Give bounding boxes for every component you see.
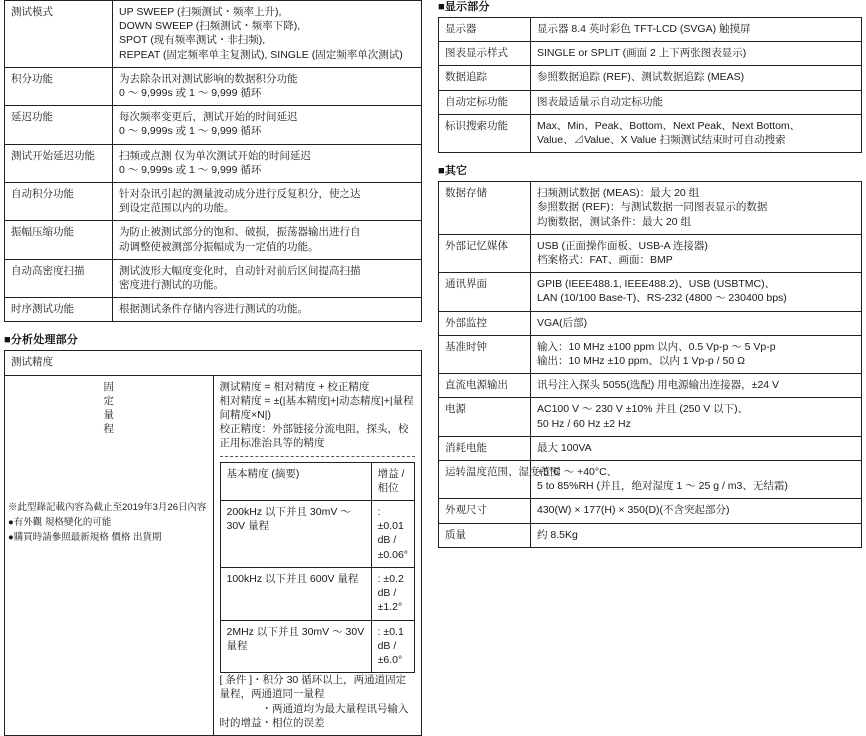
row-key: 外观尺寸 bbox=[439, 499, 531, 523]
row-key: 外部监控 bbox=[439, 311, 531, 335]
row-line: USB (正面操作面板、USB-A 连接器) bbox=[537, 239, 708, 252]
accuracy-condition: 2MHz 以下并且 30mV ～ 30V 量程 bbox=[220, 620, 371, 673]
row-key: 显示器 bbox=[439, 18, 531, 42]
table-row bbox=[439, 273, 862, 311]
analysis-line: 测试精度 = 相对精度 + 校正精度 bbox=[219, 380, 370, 393]
row-line: 约 8.5Kg bbox=[537, 528, 578, 541]
row-line: 0 ～ 9,999s 或 1 ～ 9,999 循环 bbox=[119, 87, 262, 100]
analysis-header: 测试精度 bbox=[5, 351, 422, 375]
row-value bbox=[113, 298, 422, 322]
row-value bbox=[113, 144, 422, 182]
row-value bbox=[531, 234, 862, 272]
row-line: +5°C ～ +40°C、 bbox=[537, 466, 618, 479]
accuracy-value: : ±0.01 dB / ±0.06° bbox=[371, 501, 414, 568]
row-line: 430(W) × 177(H) × 350(D)(不含突起部分) bbox=[537, 504, 730, 517]
row-line: 50 Hz / 60 Hz ±2 Hz bbox=[537, 417, 631, 430]
table-row bbox=[5, 183, 422, 221]
condition-line: ・两通道均为最大量程讯号输入时的增益・相位的误差 bbox=[219, 702, 409, 729]
row-line: 到设定范围以内的功能。 bbox=[119, 202, 235, 215]
table-row bbox=[439, 461, 862, 499]
row-value bbox=[531, 18, 862, 42]
accuracy-value: : ±0.1 dB / ±6.0° bbox=[371, 620, 414, 673]
row-value bbox=[531, 114, 862, 152]
accuracy-condition: 100kHz 以下并且 600V 量程 bbox=[220, 567, 371, 620]
accuracy-value: : ±0.2 dB / ±1.2° bbox=[371, 567, 414, 620]
row-value bbox=[113, 259, 422, 297]
row-key: 测试模式 bbox=[5, 1, 113, 68]
table-row bbox=[439, 182, 862, 235]
row-value bbox=[113, 1, 422, 68]
row-key: 积分功能 bbox=[5, 67, 113, 105]
display-section-title: ■显示部分 bbox=[438, 1, 490, 13]
row-line: 为防止被测试部分的饱和、破损，振荡器输出进行自 bbox=[119, 226, 361, 239]
table-row bbox=[5, 298, 422, 322]
row-line: 输入：10 MHz ±100 ppm 以内、0.5 Vp-p ～ 5 Vp-p bbox=[537, 340, 776, 353]
footnote-line: ●有外觀 規格變化的可能 bbox=[8, 517, 112, 528]
row-value bbox=[531, 461, 862, 499]
row-key: 运转温度范围、湿度范围 bbox=[439, 461, 531, 499]
row-line: 输出：10 MHz ±10 ppm、以内 1 Vp-p / 50 Ω bbox=[537, 355, 745, 368]
table-row bbox=[439, 499, 862, 523]
row-key: 振幅压缩功能 bbox=[5, 221, 113, 259]
table-row bbox=[439, 18, 862, 42]
row-key: 质量 bbox=[439, 523, 531, 547]
spacer bbox=[4, 322, 422, 333]
row-key: 时序测试功能 bbox=[5, 298, 113, 322]
row-line: 为去除杂讯对测试影响的数据积分功能 bbox=[119, 72, 298, 85]
measure-function-table bbox=[4, 0, 422, 322]
footnote-line: ※此型錄記載內容為截止至2019年3月26日內容 bbox=[8, 502, 207, 513]
row-line: SINGLE or SPLIT (画面 2 上下两张图表显示) bbox=[537, 47, 747, 60]
row-line: 根据测试条件存储内容进行测试的功能。 bbox=[119, 303, 308, 316]
row-line: 均衡数据，测试条件：最大 20 组 bbox=[537, 215, 692, 228]
left-column bbox=[4, 0, 422, 736]
analysis-line: 校正精度：外部链接分流电阻，探头，校正用标准治具等的精度 bbox=[219, 423, 409, 450]
row-line: 档案格式：FAT、画面：BMP bbox=[537, 254, 673, 267]
table-row bbox=[5, 221, 422, 259]
right-column bbox=[438, 0, 862, 548]
row-key: 测试开始延迟功能 bbox=[5, 144, 113, 182]
row-value bbox=[113, 221, 422, 259]
display-table bbox=[438, 17, 862, 153]
row-line: 每次频率变更后，测试开始的时间延迟 bbox=[119, 111, 298, 124]
row-line: 测试波形大幅度变化时，自动针对前后区间提高扫描 bbox=[119, 264, 361, 277]
row-line: 扫频或点测 仅为单次测试开始的时间延迟 bbox=[119, 149, 311, 162]
row-key: 数据追踪 bbox=[439, 66, 531, 90]
row-key: 自动积分功能 bbox=[5, 183, 113, 221]
row-value bbox=[531, 311, 862, 335]
row-line: DOWN SWEEP (扫频测试・频率下降), bbox=[119, 20, 301, 33]
row-key: 自动定标功能 bbox=[439, 90, 531, 114]
row-line: 显示器 8.4 英吋彩色 TFT-LCD (SVGA) 触摸屏 bbox=[537, 23, 751, 35]
table-row bbox=[439, 234, 862, 272]
row-key: 直流电源输出 bbox=[439, 374, 531, 398]
row-key: 外部记忆媒体 bbox=[439, 234, 531, 272]
row-line: 针对杂讯引起的测量波动成分进行反复积分，使之达 bbox=[119, 188, 361, 201]
row-line: 参照数据 (REF)：与测试数据一同图表显示的数据 bbox=[537, 201, 768, 214]
row-line: 密度进行测试的功能。 bbox=[119, 279, 224, 292]
table-row bbox=[439, 335, 862, 373]
row-line: 动调整使被测部分振幅成为一定值的功能。 bbox=[119, 240, 319, 253]
row-key: 数据存储 bbox=[439, 182, 531, 235]
row-value bbox=[531, 523, 862, 547]
row-line: GPIB (IEEE488.1, IEEE488.2)、USB (USBTMC)、 bbox=[537, 278, 776, 291]
accuracy-table bbox=[220, 462, 416, 673]
table-row bbox=[5, 259, 422, 297]
table-row bbox=[439, 90, 862, 114]
divider bbox=[220, 456, 416, 457]
table-row bbox=[5, 351, 422, 375]
vertical-label-text: 固定量程 bbox=[103, 380, 114, 436]
row-line: 讯号注入探头 5055(选配) 用电源输出连接器，±24 V bbox=[537, 379, 780, 392]
row-value bbox=[113, 106, 422, 144]
accuracy-subheader-left: 基本精度 (摘要) bbox=[220, 462, 371, 500]
row-line: Value、⊿Value、X Value 扫频测试结束时可自动搜索 bbox=[537, 134, 786, 147]
row-key: 标识搜索功能 bbox=[439, 114, 531, 152]
table-row bbox=[439, 66, 862, 90]
row-value bbox=[113, 183, 422, 221]
row-line: UP SWEEP (扫频测试・频率上升), bbox=[119, 6, 282, 18]
table-row bbox=[439, 42, 862, 66]
table-row bbox=[220, 620, 415, 673]
row-value bbox=[531, 436, 862, 460]
row-line: 最大 100VA bbox=[537, 441, 592, 454]
row-line: 图表最适量示自动定标功能 bbox=[537, 95, 663, 108]
row-key: 图表显示样式 bbox=[439, 42, 531, 66]
table-row bbox=[439, 114, 862, 152]
analysis-body bbox=[213, 375, 422, 735]
table-row bbox=[220, 462, 415, 500]
row-value bbox=[531, 499, 862, 523]
condition-line: [ 条件 ]・积分 30 循环以上，两通道固定量程，两通道同一量程 bbox=[219, 674, 407, 701]
row-value bbox=[531, 398, 862, 436]
table-row bbox=[220, 567, 415, 620]
table-row bbox=[5, 106, 422, 144]
row-line: LAN (10/100 Base-T)、RS-232 (4800 ～ 230400 bps) bbox=[537, 292, 787, 305]
accuracy-subheader-right: 增益 / 相位 bbox=[371, 462, 414, 500]
row-key: 消耗电能 bbox=[439, 436, 531, 460]
vertical-label bbox=[5, 375, 214, 735]
row-value bbox=[113, 67, 422, 105]
table-row bbox=[5, 1, 422, 68]
other-section-title: ■其它 bbox=[438, 165, 468, 178]
row-value bbox=[531, 182, 862, 235]
row-value bbox=[531, 66, 862, 90]
analysis-line: 相对精度 = ±(|基本精度|+|动态精度|+|量程间精度×N|) bbox=[219, 394, 414, 422]
table-row bbox=[5, 144, 422, 182]
analysis-section-title: ■分析处理部分 bbox=[4, 334, 79, 347]
row-key: 通讯界面 bbox=[439, 273, 531, 311]
table-row bbox=[439, 374, 862, 398]
row-line: AC100 V ～ 230 V ±10% 并且 (250 V 以下)、 bbox=[537, 403, 749, 416]
row-line: 0 ～ 9,999s 或 1 ～ 9,999 循环 bbox=[119, 163, 262, 176]
accuracy-condition: 200kHz 以下并且 30mV ～ 30V 量程 bbox=[220, 501, 371, 568]
table-row bbox=[439, 311, 862, 335]
row-key: 自动高密度扫描 bbox=[5, 259, 113, 297]
row-value bbox=[531, 90, 862, 114]
table-row bbox=[439, 398, 862, 436]
row-key: 电源 bbox=[439, 398, 531, 436]
row-key: 延迟功能 bbox=[5, 106, 113, 144]
spacer bbox=[438, 153, 862, 164]
row-value bbox=[531, 42, 862, 66]
row-value bbox=[531, 335, 862, 373]
table-row bbox=[5, 375, 422, 735]
row-line: 0 ～ 9,999s 或 1 ～ 9,999 循环 bbox=[119, 125, 262, 138]
other-table bbox=[438, 181, 862, 548]
row-line: Max、Min、Peak、Bottom、Next Peak、Next Bottom、 bbox=[537, 119, 801, 132]
table-row bbox=[5, 67, 422, 105]
row-line: VGA(后部) bbox=[537, 316, 588, 329]
row-line: SPOT (现有频率测试・非扫频), bbox=[119, 34, 266, 47]
table-row bbox=[439, 523, 862, 547]
row-line: REPEAT (固定频率单主复测试), SINGLE (固定频率单次测试) bbox=[119, 48, 403, 61]
table-row bbox=[439, 436, 862, 460]
row-line: 5 to 85%RH (并且，绝对湿度 1 ～ 25 g / m3、无结霜) bbox=[537, 480, 788, 493]
row-key: 基准时钟 bbox=[439, 335, 531, 373]
row-line: 扫频测试数据 (MEAS)：最大 20 组 bbox=[537, 187, 700, 200]
row-value bbox=[531, 374, 862, 398]
row-value bbox=[531, 273, 862, 311]
row-line: 参照数据追踪 (REF)、测试数据追踪 (MEAS) bbox=[537, 71, 745, 84]
footnotes bbox=[8, 500, 438, 545]
footnote-line: ●購買時請參照最新規格 價格 出貨期 bbox=[8, 532, 162, 543]
